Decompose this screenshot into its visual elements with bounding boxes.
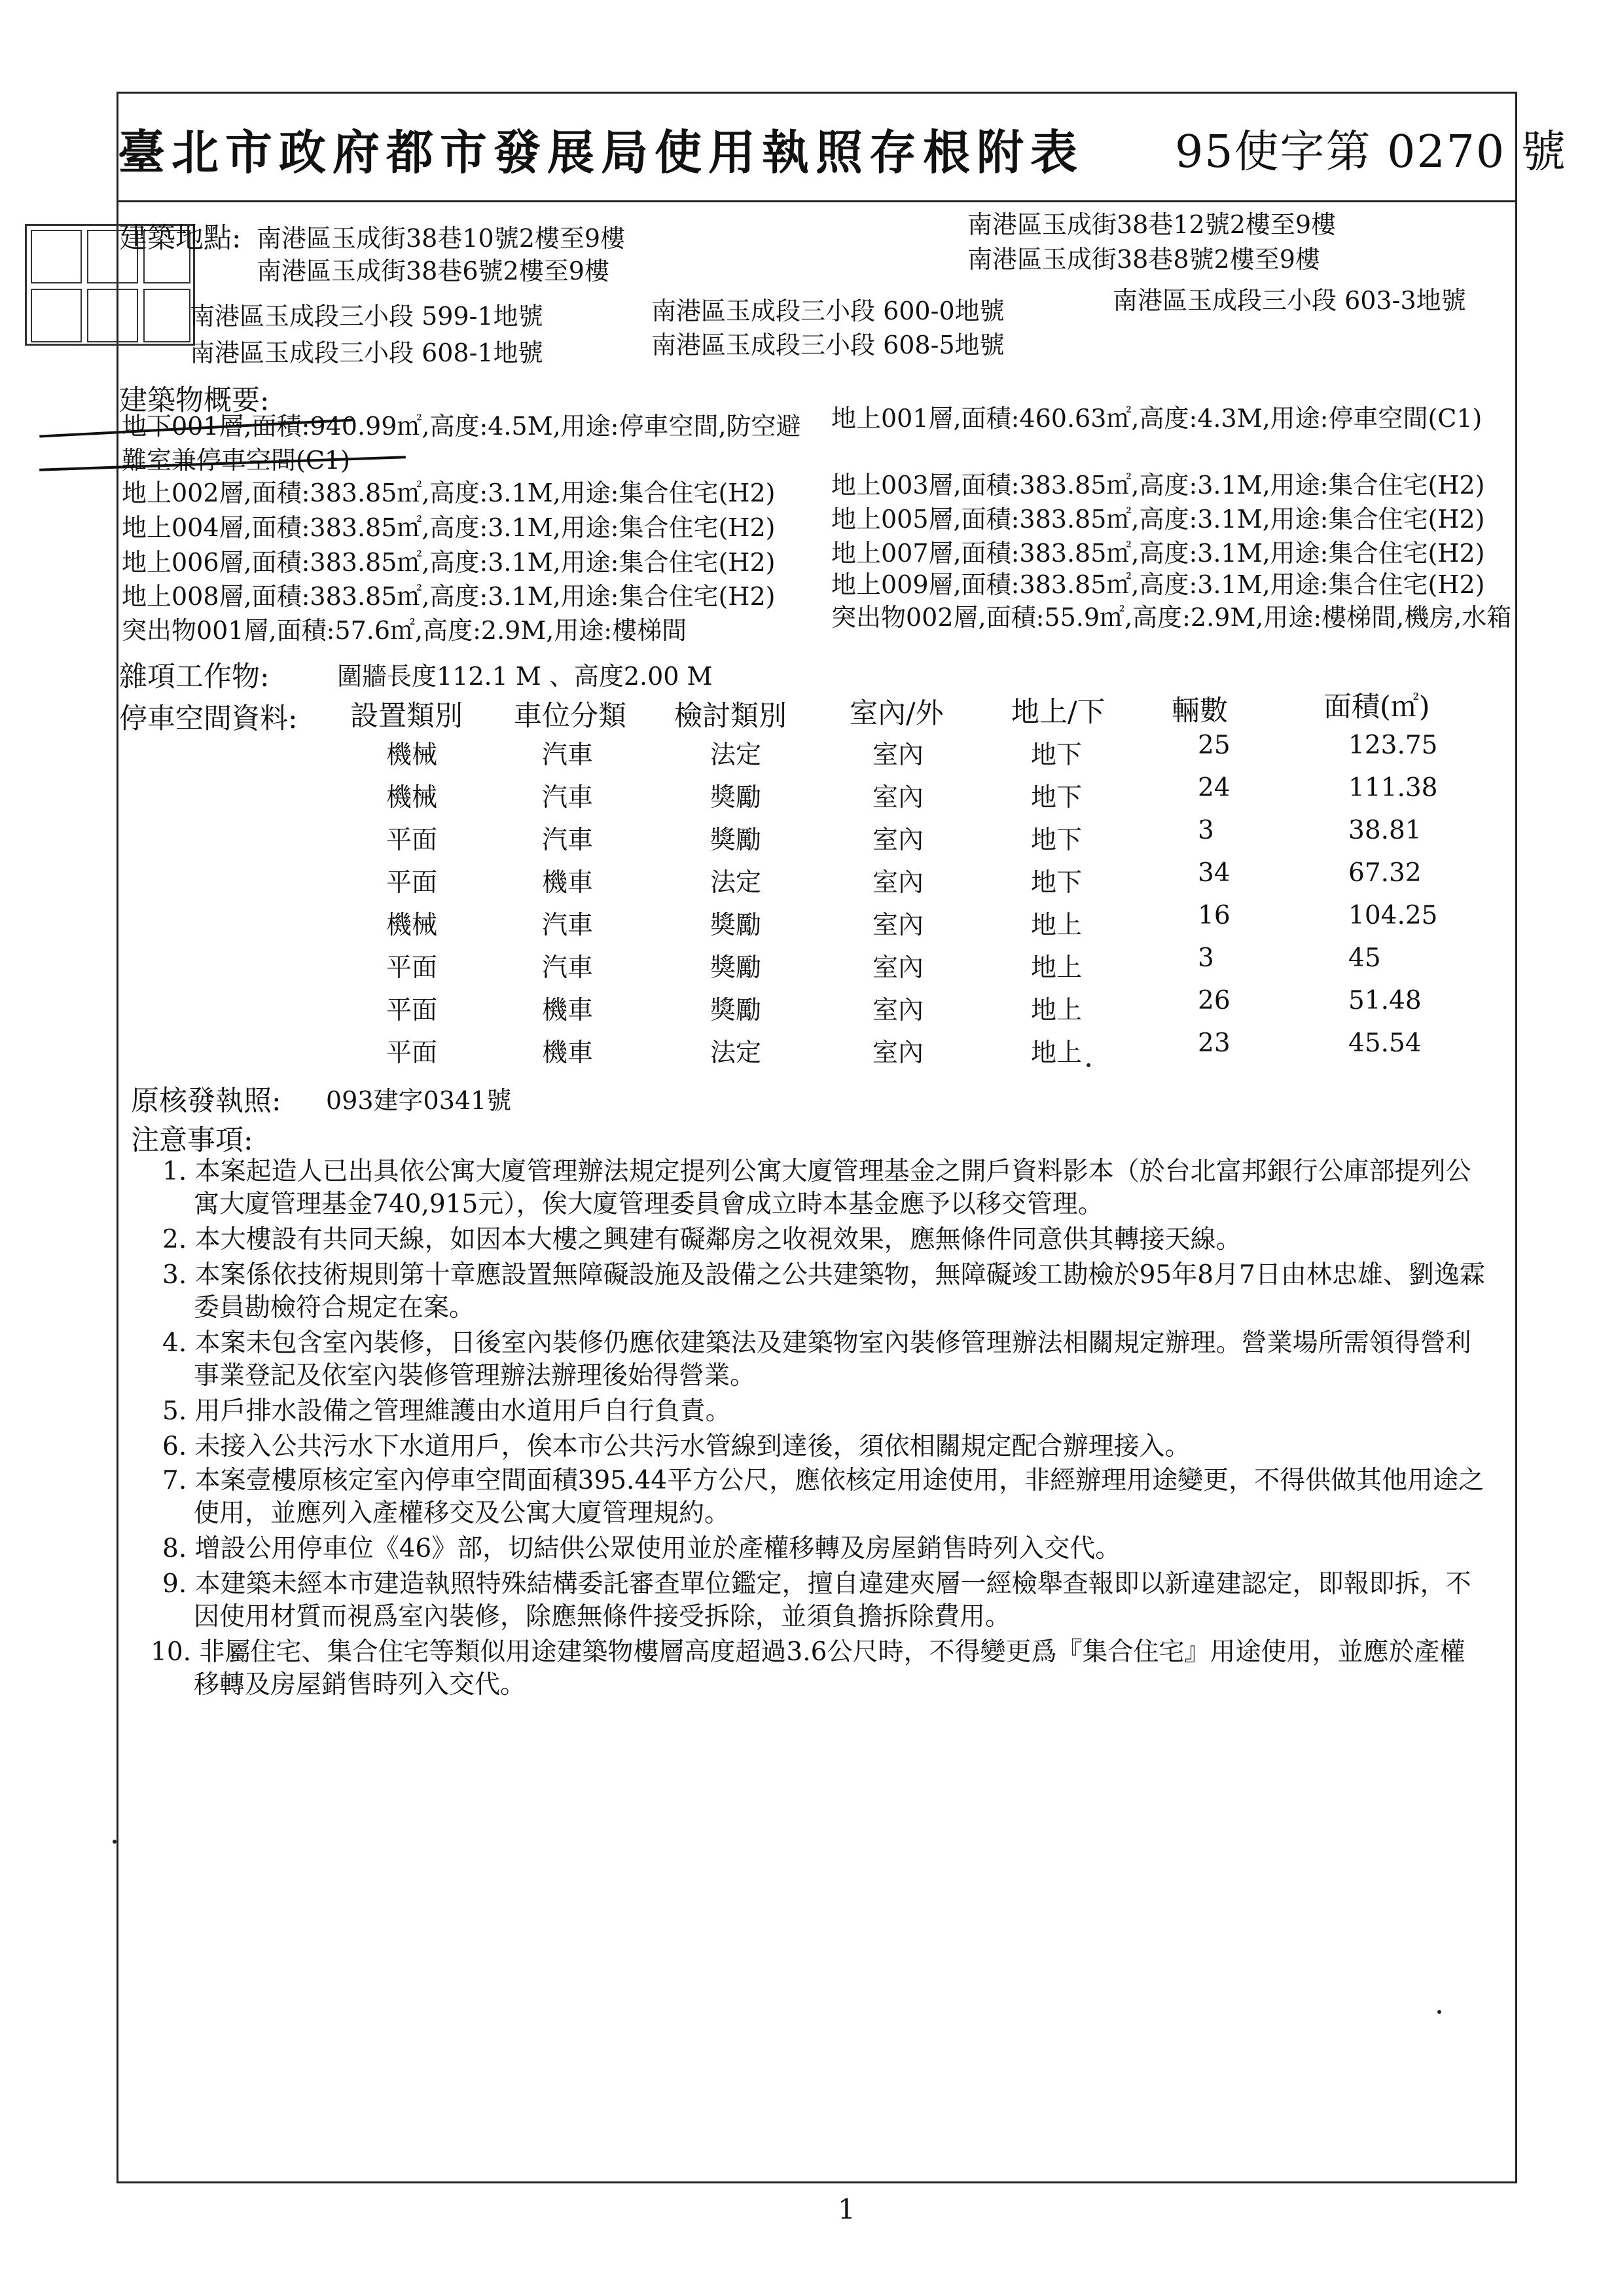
note-line: 6. 未接入公共污水下水道用戶，俟本市公共污水管線到達後，須依相關規定配合辦理接入。 — [162, 1432, 1191, 1461]
parking-cell: 汽車 — [542, 826, 594, 855]
permit-number: 95使字第 0270 號 — [1175, 126, 1567, 178]
misc-value: 圍牆長度112.1 M 、高度2.00 M — [337, 662, 713, 691]
floor-entry: 突出物001層,面積:57.6㎡,高度:2.9M,用途:樓梯間 — [122, 616, 687, 645]
floor-entry: 地上007層,面積:383.85㎡,高度:3.1M,用途:集合住宅(H2) — [831, 539, 1485, 568]
parking-cell: 室內 — [872, 740, 924, 770]
note-line: 委員勘檢符合規定在案。 — [194, 1293, 475, 1322]
floor-entry: 地上006層,面積:383.85㎡,高度:3.1M,用途:集合住宅(H2) — [122, 548, 776, 577]
parking-label: 停車空間資料: — [119, 702, 298, 735]
floor-entry: 難室兼停車空間(C1) — [122, 446, 350, 475]
page-number: 1 — [838, 2193, 855, 2225]
parking-cell: 38.81 — [1348, 816, 1422, 845]
site-address: 南港區玉成街38巷6號2樓至9樓 — [257, 257, 609, 285]
floor-entry: 地上004層,面積:383.85㎡,高度:3.1M,用途:集合住宅(H2) — [122, 513, 776, 542]
note-line: 1. 本案起造人已出具依公寓大廈管理辦法規定提列公寓大廈管理基金之開戶資料影本（於台北富邦銀行公庫部提列公 — [162, 1157, 1471, 1186]
parking-cell: 平面 — [386, 1038, 438, 1068]
parking-cell: 平面 — [386, 868, 438, 898]
parking-cell: 23 — [1198, 1029, 1231, 1058]
note-line: 使用，並應列入產權移交及公寓大廈管理規約。 — [194, 1499, 730, 1528]
parking-cell: 汽車 — [542, 911, 594, 940]
parking-cell: 25 — [1198, 731, 1231, 760]
parking-cell: 45.54 — [1348, 1029, 1422, 1058]
parking-cell: 16 — [1198, 901, 1231, 930]
parking-cell: 汽車 — [542, 783, 594, 812]
parking-cell: 機械 — [386, 740, 438, 770]
site-lot: 南港區玉成段三小段 608-1地號 — [190, 338, 543, 367]
floor-entry: 地上001層,面積:460.63㎡,高度:4.3M,用途:停車空間(C1) — [831, 404, 1483, 433]
floor-entry: 地上005層,面積:383.85㎡,高度:3.1M,用途:集合住宅(H2) — [831, 505, 1485, 534]
parking-cell: 123.75 — [1348, 731, 1438, 760]
notes-label: 注意事項: — [131, 1124, 253, 1157]
parking-cell: 地下 — [1031, 783, 1083, 812]
parking-cell: 67.32 — [1348, 858, 1422, 888]
parking-cell: 獎勵 — [710, 996, 762, 1025]
parking-cell: 地上 — [1031, 911, 1083, 940]
speck — [1437, 2010, 1441, 2014]
parking-cell: 地上 — [1031, 953, 1083, 983]
parking-cell: 獎勵 — [710, 783, 762, 812]
speck — [113, 1840, 117, 1844]
parking-cell: 獎勵 — [710, 953, 762, 983]
parking-cell: 地下 — [1031, 826, 1083, 855]
parking-cell: 26 — [1198, 986, 1231, 1015]
title-divider — [117, 200, 1517, 202]
original-value: 093建字0341號 — [326, 1086, 512, 1115]
parking-cell: 3 — [1198, 943, 1214, 973]
parking-cell: 3 — [1198, 816, 1214, 845]
floor-entry: 突出物002層,面積:55.9㎡,高度:2.9M,用途:樓梯間,機房,水箱 — [831, 603, 1512, 632]
parking-cell: 平面 — [386, 996, 438, 1025]
note-line: 10. 非屬住宅、集合住宅等類似用途建築物樓層高度超過3.6公尺時，不得變更爲『集合住宅』用途使用，並應於產權 — [151, 1637, 1465, 1667]
parking-cell: 室內 — [872, 911, 924, 940]
floor-entry: 地上002層,面積:383.85㎡,高度:3.1M,用途:集合住宅(H2) — [122, 479, 776, 507]
building-label: 建築物概要: — [119, 384, 270, 417]
note-line: 5. 用戶排水設備之管理維護由水道用戶自行負責。 — [162, 1396, 731, 1426]
note-line: 7. 本案壹樓原核定室內停車空間面積395.44平方公尺，應依核定用途使用，非經辦理用途變更，不得供做其他用途之 — [162, 1466, 1484, 1495]
misc-label: 雜項工作物: — [119, 661, 270, 693]
note-line: 移轉及房屋銷售時列入交代。 — [194, 1670, 526, 1700]
parking-cell: 法定 — [710, 868, 762, 898]
parking-cell: 室內 — [872, 783, 924, 812]
floor-entry: 地下001層,面積:940.99㎡,高度:4.5M,用途:停車空間,防空避 — [122, 412, 801, 441]
parking-cell: 機械 — [386, 911, 438, 940]
parking-header: 地上/下 — [1011, 696, 1106, 729]
floor-entry: 地上003層,面積:383.85㎡,高度:3.1M,用途:集合住宅(H2) — [831, 471, 1485, 500]
site-label: 建築地點: — [119, 222, 242, 255]
parking-cell: 地上 — [1031, 996, 1083, 1025]
parking-cell: 法定 — [710, 1038, 762, 1068]
parking-cell: 45 — [1348, 943, 1381, 973]
parking-cell: 地下 — [1031, 740, 1083, 770]
parking-cell: 室內 — [872, 868, 924, 898]
parking-cell: 機械 — [386, 783, 438, 812]
parking-cell: 34 — [1198, 858, 1231, 888]
site-address: 南港區玉成街38巷8號2樓至9樓 — [967, 245, 1320, 274]
floor-entry: 地上009層,面積:383.85㎡,高度:3.1M,用途:集合住宅(H2) — [831, 570, 1485, 599]
parking-cell: 室內 — [872, 996, 924, 1025]
parking-header: 面積(㎡) — [1323, 691, 1430, 723]
site-address: 南港區玉成街38巷12號2樓至9樓 — [967, 210, 1337, 239]
note-line: 事業登記及依室內裝修管理辦法辦理後始得營業。 — [194, 1361, 756, 1391]
speck — [1087, 1063, 1090, 1067]
note-line: 4. 本案未包含室內裝修，日後室內裝修仍應依建築法及建築物室內裝修管理辦法相關規定辦理。營業場所需領得營利 — [162, 1328, 1471, 1358]
site-lot: 南港區玉成段三小段 599-1地號 — [190, 302, 543, 331]
parking-cell: 104.25 — [1348, 901, 1438, 930]
parking-cell: 機車 — [542, 868, 594, 898]
site-address: 南港區玉成街38巷10號2樓至9樓 — [257, 224, 626, 253]
note-line: 寓大廈管理基金740,915元），俟大廈管理委員會成立時本基金應予以移交管理。 — [194, 1190, 1104, 1219]
note-line: 3. 本案係依技術規則第十章應設置無障礙設施及設備之公共建築物，無障礙竣工勘檢於95年8月7日由林忠雄、劉逸霖 — [162, 1260, 1485, 1290]
note-line: 2. 本大樓設有共同天線，如因本大樓之興建有礙鄰房之收視效果，應無條件同意供其轉接天線。 — [162, 1225, 1242, 1254]
parking-cell: 平面 — [386, 953, 438, 983]
site-lot: 南港區玉成段三小段 608-5地號 — [651, 331, 1005, 359]
parking-header: 輛數 — [1172, 695, 1228, 727]
site-lot: 南港區玉成段三小段 600-0地號 — [651, 297, 1005, 325]
parking-cell: 法定 — [710, 740, 762, 770]
parking-header: 檢討類別 — [674, 700, 787, 733]
parking-header: 車位分類 — [514, 700, 626, 733]
parking-cell: 機車 — [542, 1038, 594, 1068]
parking-cell: 111.38 — [1348, 773, 1438, 803]
parking-cell: 室內 — [872, 953, 924, 983]
note-line: 9. 本建築未經本市建造執照特殊結構委託審查單位鑑定，擅自違建夾層一經檢舉查報即以新違建認定，即報即拆，不 — [162, 1569, 1471, 1599]
document-title: 臺北市政府都市發展局使用執照存根附表 — [118, 124, 1085, 180]
parking-cell: 地上 — [1031, 1038, 1083, 1068]
site-lot: 南港區玉成段三小段 603-3地號 — [1113, 286, 1466, 315]
note-line: 因使用材質而視爲室內裝修，除應無條件接受拆除，並須負擔拆除費用。 — [194, 1602, 1011, 1631]
original-label: 原核發執照: — [131, 1085, 281, 1118]
parking-cell: 獎勵 — [710, 826, 762, 855]
parking-cell: 汽車 — [542, 953, 594, 983]
floor-entry: 地上008層,面積:383.85㎡,高度:3.1M,用途:集合住宅(H2) — [122, 582, 776, 611]
parking-cell: 獎勵 — [710, 911, 762, 940]
note-line: 8. 增設公用停車位《46》部，切結供公眾使用並於產權移轉及房屋銷售時列入交代。 — [162, 1534, 1121, 1563]
parking-cell: 平面 — [386, 826, 438, 855]
parking-cell: 汽車 — [542, 740, 594, 770]
parking-cell: 51.48 — [1348, 986, 1422, 1015]
parking-cell: 機車 — [542, 996, 594, 1025]
parking-cell: 地下 — [1031, 868, 1083, 898]
parking-header: 室內/外 — [850, 697, 944, 730]
parking-cell: 24 — [1198, 773, 1231, 803]
parking-cell: 室內 — [872, 1038, 924, 1068]
parking-cell: 室內 — [872, 826, 924, 855]
parking-header: 設置類別 — [350, 700, 463, 733]
